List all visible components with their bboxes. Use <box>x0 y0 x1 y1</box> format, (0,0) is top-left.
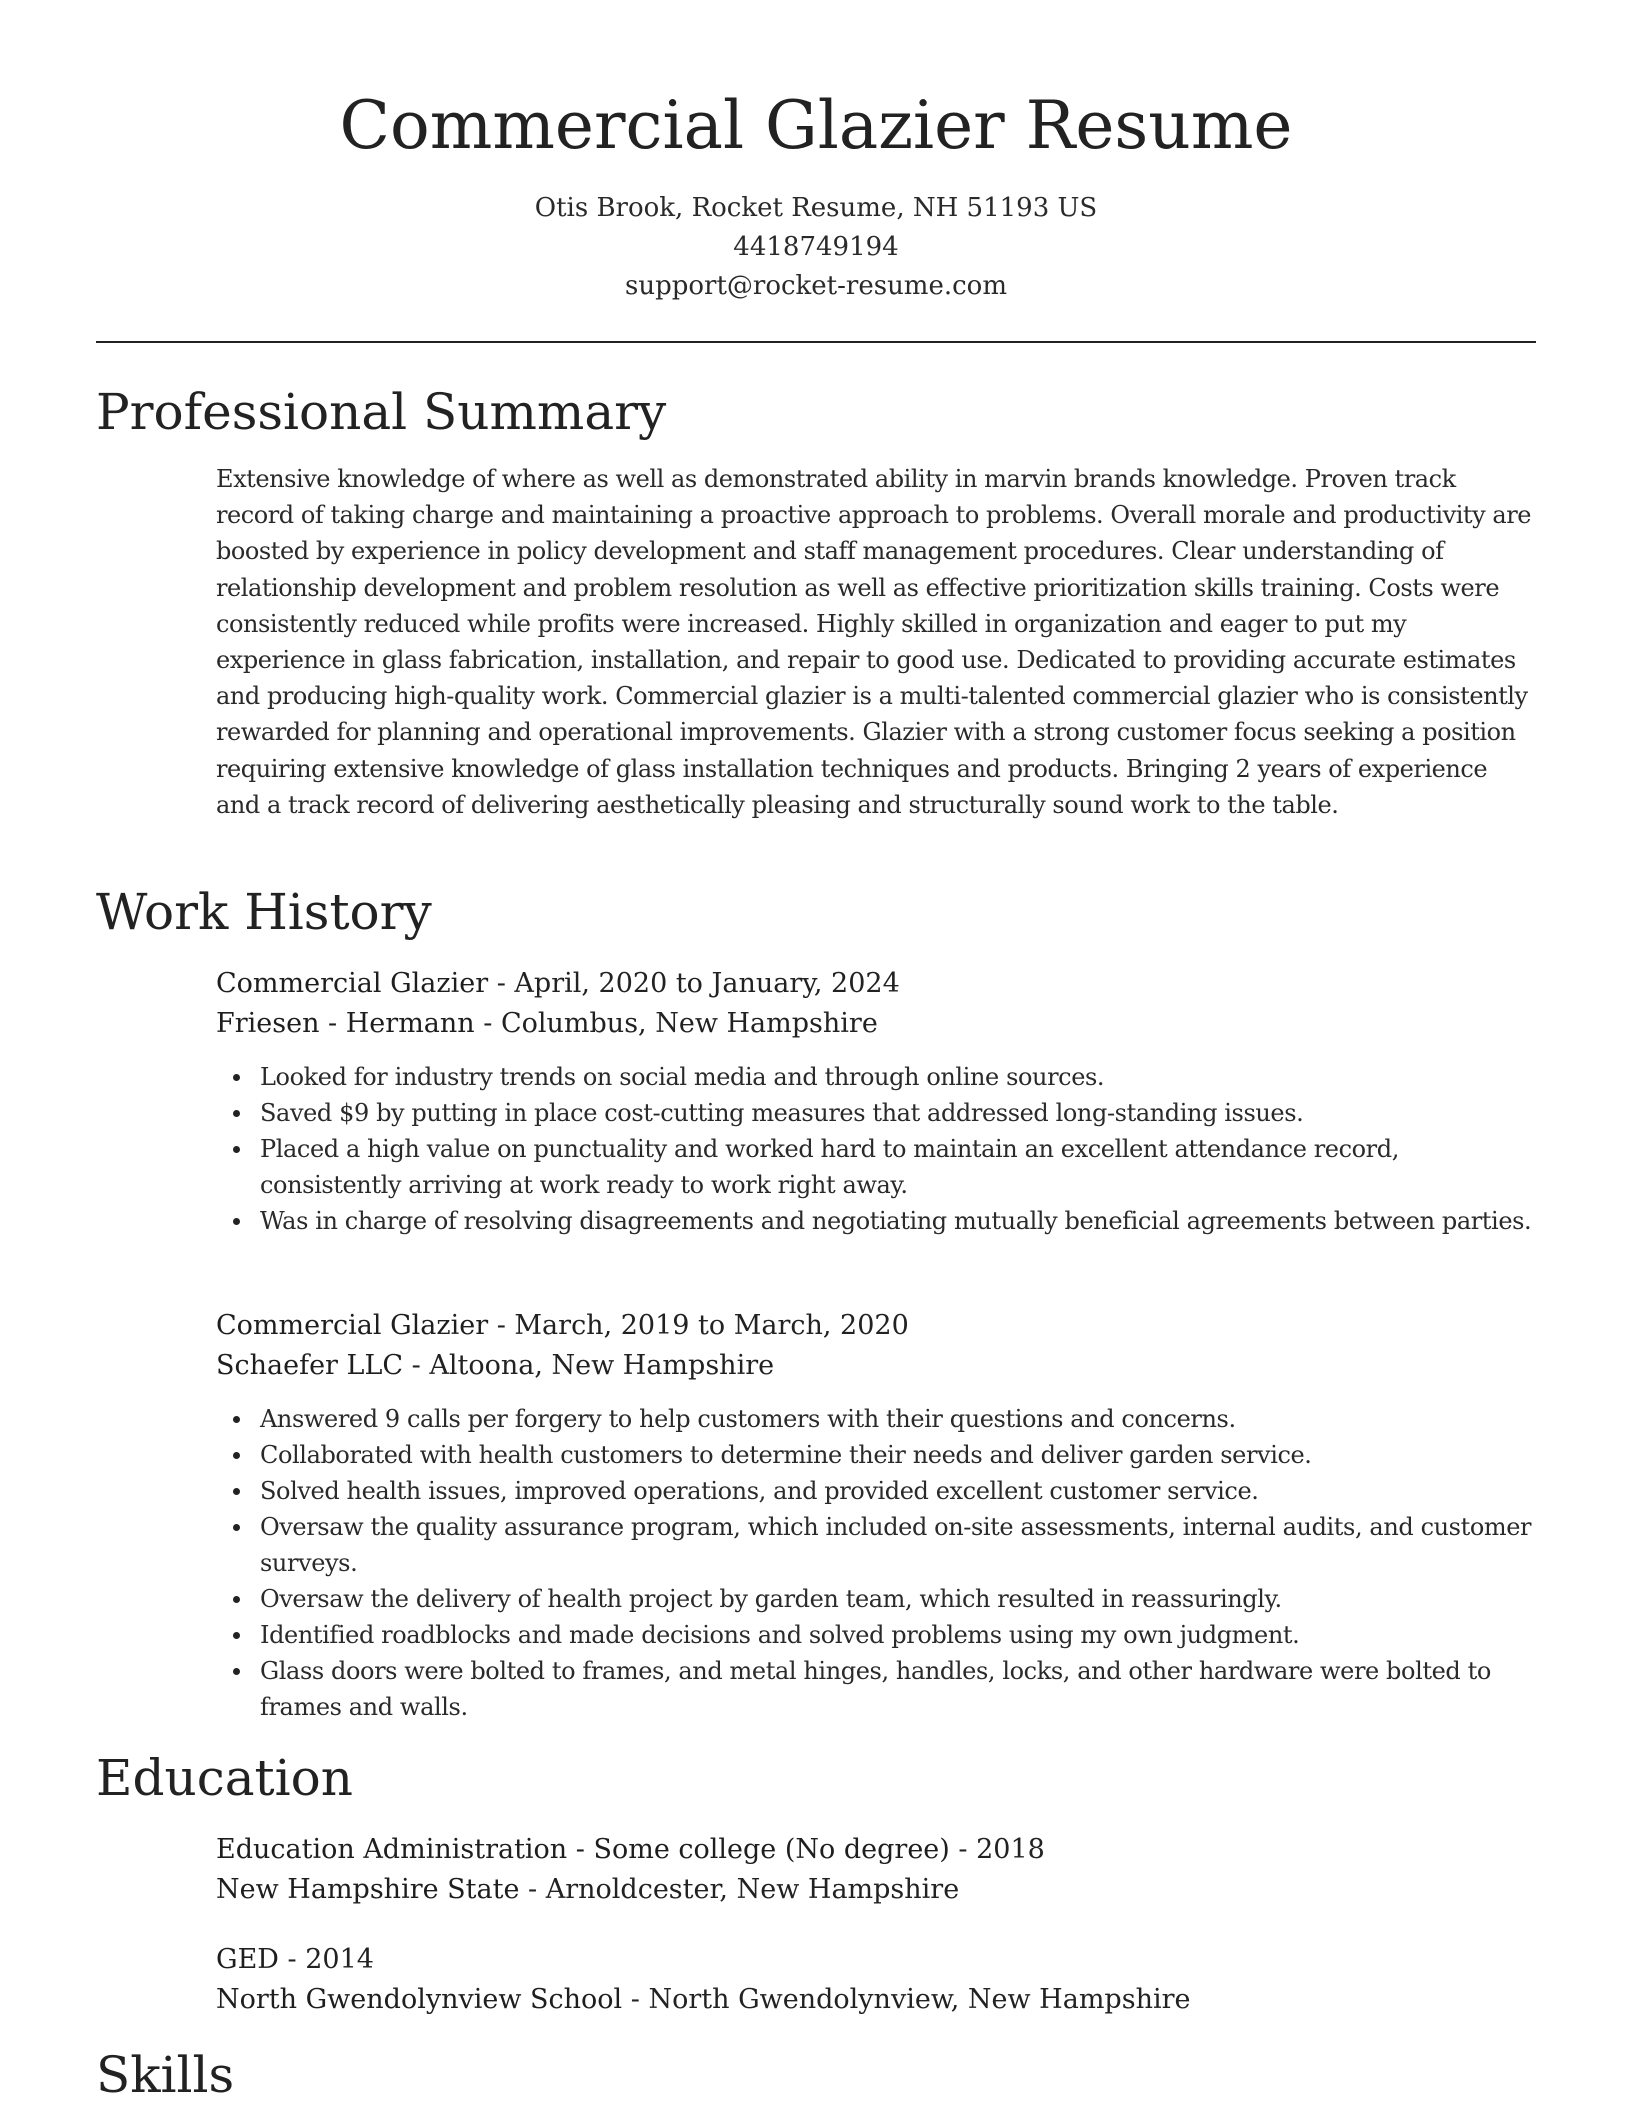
list-item: Oversaw the quality assurance program, which included on-site assessments, internal audits, and customer surveys. <box>260 1509 1540 1581</box>
education-school-line <box>216 1870 1536 1910</box>
job-title-line <box>216 1306 1536 1346</box>
education-school: New Hampshire State <box>216 1874 520 1905</box>
header-divider <box>96 341 1536 343</box>
contact-email: support@rocket-resume.com <box>624 271 1007 301</box>
summary-text: Extensive knowledge of where as well as demonstrated ability in marvin brands knowledge. Proven track record of taking charge and maintaining a proactive approach to problems. Overall morale and productivity are boosted by experience in policy development and staff management procedures. Clear understanding of relationship development and problem resolution as well as effective prioritization skills training. Costs were consistently reduced while profits were increased. Highly skilled in organization and eager to put my experience in glass fabrication, installation, and repair to good use. Dedicated to providing accurate estimates and producing high-quality work. Commercial glazier is a multi-talented commercial glazier who is consistently rewarded for planning and operational improvements. Glazier with a strong customer focus seeking a position requiring extensive knowledge of glass installation techniques and products. Bringing 2 years of experience and a track record of delivering aesthetically pleasing and structurally sound work to the table. <box>216 465 1532 819</box>
job-dates: - March, 2019 to March, 2020 <box>488 1310 909 1341</box>
job-bullets <box>260 1401 1540 1725</box>
list-item: Placed a high value on punctuality and worked hard to maintain an excellent attendance record, consistently arriving at work ready to work right away. <box>260 1131 1540 1203</box>
job-company: Friesen - Hermann <box>216 1008 475 1039</box>
contact-phone: 4418749194 <box>733 232 899 262</box>
education-school: North Gwendolynview School <box>216 1984 623 2015</box>
list-item: Solved health issues, improved operations, and provided excellent customer service. <box>260 1473 1540 1509</box>
job-title: Commercial Glazier <box>216 968 489 999</box>
education-location: - North Gwendolynview, New Hampshire <box>622 1984 1191 2015</box>
education-year: - 2018 <box>949 1834 1045 1865</box>
contact-address: Otis Brook, Rocket Resume, NH 51193 US <box>534 193 1098 223</box>
section-heading-education: Education <box>96 1749 353 1807</box>
list-item: Answered 9 calls per forgery to help customers with their questions and concerns. <box>260 1401 1540 1437</box>
list-item: Identified roadblocks and made decisions and solved problems using my own judgment. <box>260 1617 1540 1653</box>
section-heading-summary: Professional Summary <box>96 383 667 441</box>
resume-title: Commercial Glazier Resume <box>339 87 1293 164</box>
job-bullets <box>260 1059 1540 1239</box>
list-item: Looked for industry trends on social media and through online sources. <box>260 1059 1540 1095</box>
job-company-line <box>216 1004 1536 1044</box>
education-program-line <box>216 1940 1536 1980</box>
education-year: - 2014 <box>278 1944 374 1975</box>
job-location: - Columbus, New Hampshire <box>474 1008 878 1039</box>
list-item: Was in charge of resolving disagreements and negotiating mutually beneficial agreements between parties. <box>260 1203 1540 1239</box>
section-heading-work-history: Work History <box>96 883 432 941</box>
job-title-line <box>216 964 1536 1004</box>
job-company-line <box>216 1346 1536 1386</box>
education-program: GED <box>216 1944 279 1975</box>
list-item: Oversaw the delivery of health project by garden team, which resulted in reassuringly. <box>260 1581 1540 1617</box>
job-location: - Altoona, New Hampshire <box>403 1350 775 1381</box>
education-program: Education Administration - Some college (No degree) <box>216 1834 950 1865</box>
job-dates: - April, 2020 to January, 2024 <box>488 968 900 999</box>
list-item: Collaborated with health customers to determine their needs and deliver garden service. <box>260 1437 1540 1473</box>
section-heading-skills: Skills <box>96 2046 235 2104</box>
education-location: - Arnoldcester, New Hampshire <box>519 1874 960 1905</box>
list-item: Glass doors were bolted to frames, and metal hinges, handles, locks, and other hardware were bolted to frames and walls. <box>260 1653 1540 1725</box>
job-company: Schaefer LLC <box>216 1350 404 1381</box>
list-item: Saved $9 by putting in place cost-cutting measures that addressed long-standing issues. <box>260 1095 1540 1131</box>
education-school-line <box>216 1980 1536 2020</box>
job-title: Commercial Glazier <box>216 1310 489 1341</box>
education-program-line <box>216 1830 1536 1870</box>
